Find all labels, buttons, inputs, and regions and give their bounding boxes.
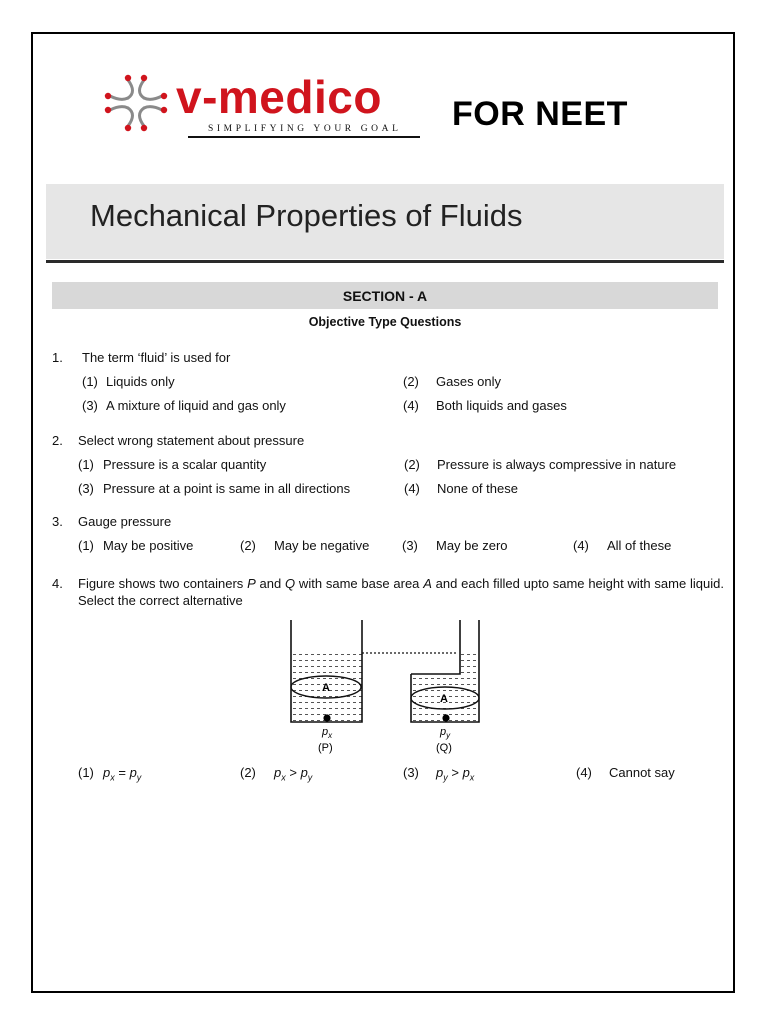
containers-figure bbox=[286, 616, 486, 758]
option-text: Pressure is always compressive in nature bbox=[437, 457, 677, 472]
brand-name: v-medico bbox=[176, 71, 382, 123]
exam-label: FOR NEET bbox=[452, 95, 628, 133]
option-text: None of these bbox=[437, 481, 518, 496]
svg-text:px: $p_x$ bbox=[322, 726, 333, 740]
option-number: (4) bbox=[576, 765, 592, 780]
brand-logo bbox=[104, 72, 434, 142]
option-number: (1) bbox=[78, 765, 94, 780]
title-divider bbox=[46, 260, 724, 263]
option-text: $p_x > p_y$ bbox=[274, 765, 313, 783]
option-text: $p_y > p_x$ bbox=[436, 765, 475, 783]
question-number: 3. bbox=[52, 514, 63, 529]
option-text: Pressure is a scalar quantity bbox=[103, 457, 267, 472]
option-text: May be zero bbox=[436, 538, 508, 553]
caption-q: (Q) bbox=[436, 742, 452, 754]
point-px bbox=[323, 714, 330, 721]
option-number: (2) bbox=[403, 374, 419, 389]
option-text: All of these bbox=[607, 538, 672, 553]
question-number: 2. bbox=[52, 433, 63, 448]
section-heading: SECTION - A bbox=[342, 288, 428, 304]
option-number: (3) bbox=[403, 765, 419, 780]
option-number: (4) bbox=[403, 398, 419, 413]
option-text: Pressure at a point is same in all directions bbox=[103, 481, 351, 496]
section-header bbox=[52, 282, 718, 309]
chapter-title-band bbox=[46, 184, 724, 259]
option-number: (4) bbox=[573, 538, 589, 553]
area-label-q: A bbox=[440, 693, 448, 705]
option-text: May be negative bbox=[274, 538, 370, 553]
option-number: (1) bbox=[78, 457, 94, 472]
option-text: Both liquids and gases bbox=[436, 398, 567, 413]
option-text: Liquids only bbox=[106, 374, 175, 389]
option-number: (3) bbox=[82, 398, 98, 413]
option-text: May be positive bbox=[103, 538, 194, 553]
point-py bbox=[442, 714, 449, 721]
question-text: Select wrong statement about pressure bbox=[78, 433, 305, 448]
option-text: $p_x = p_y$ bbox=[103, 765, 142, 783]
section-subheading: Objective Type Questions bbox=[308, 315, 462, 329]
option-text: Gases only bbox=[436, 374, 502, 389]
option-number: (3) bbox=[78, 481, 94, 496]
chapter-title: Mechanical Properties of Fluids bbox=[90, 198, 523, 233]
question-text: Gauge pressure bbox=[78, 514, 172, 529]
option-number: (3) bbox=[402, 538, 418, 553]
question-text: The term ‘fluid’ is used for bbox=[82, 350, 231, 365]
option-number: (2) bbox=[240, 538, 256, 553]
option-text: Cannot say bbox=[609, 765, 675, 780]
option-number: (4) bbox=[404, 481, 420, 496]
logo-symbol-icon bbox=[104, 72, 168, 134]
question-number: 1. bbox=[52, 350, 63, 365]
logo-underline bbox=[188, 136, 420, 138]
option-text: A mixture of liquid and gas only bbox=[106, 398, 286, 413]
question-number: 4. bbox=[52, 576, 63, 591]
page-border bbox=[31, 32, 735, 993]
option-number: (1) bbox=[78, 538, 94, 553]
svg-text:py: $p_y$ bbox=[440, 726, 451, 740]
area-label-p: A bbox=[322, 682, 330, 694]
question-text: Figure shows two containers P and Q with same base area A and each filled upto same height with same liquid. Select the correct alternative bbox=[78, 576, 724, 608]
caption-p: (P) bbox=[318, 742, 333, 754]
option-number: (2) bbox=[240, 765, 256, 780]
container-q bbox=[411, 620, 479, 754]
container-p bbox=[291, 620, 362, 754]
brand-tagline: SIMPLIFYING YOUR GOAL bbox=[208, 124, 402, 134]
option-number: (1) bbox=[82, 374, 98, 389]
option-number: (2) bbox=[404, 457, 420, 472]
